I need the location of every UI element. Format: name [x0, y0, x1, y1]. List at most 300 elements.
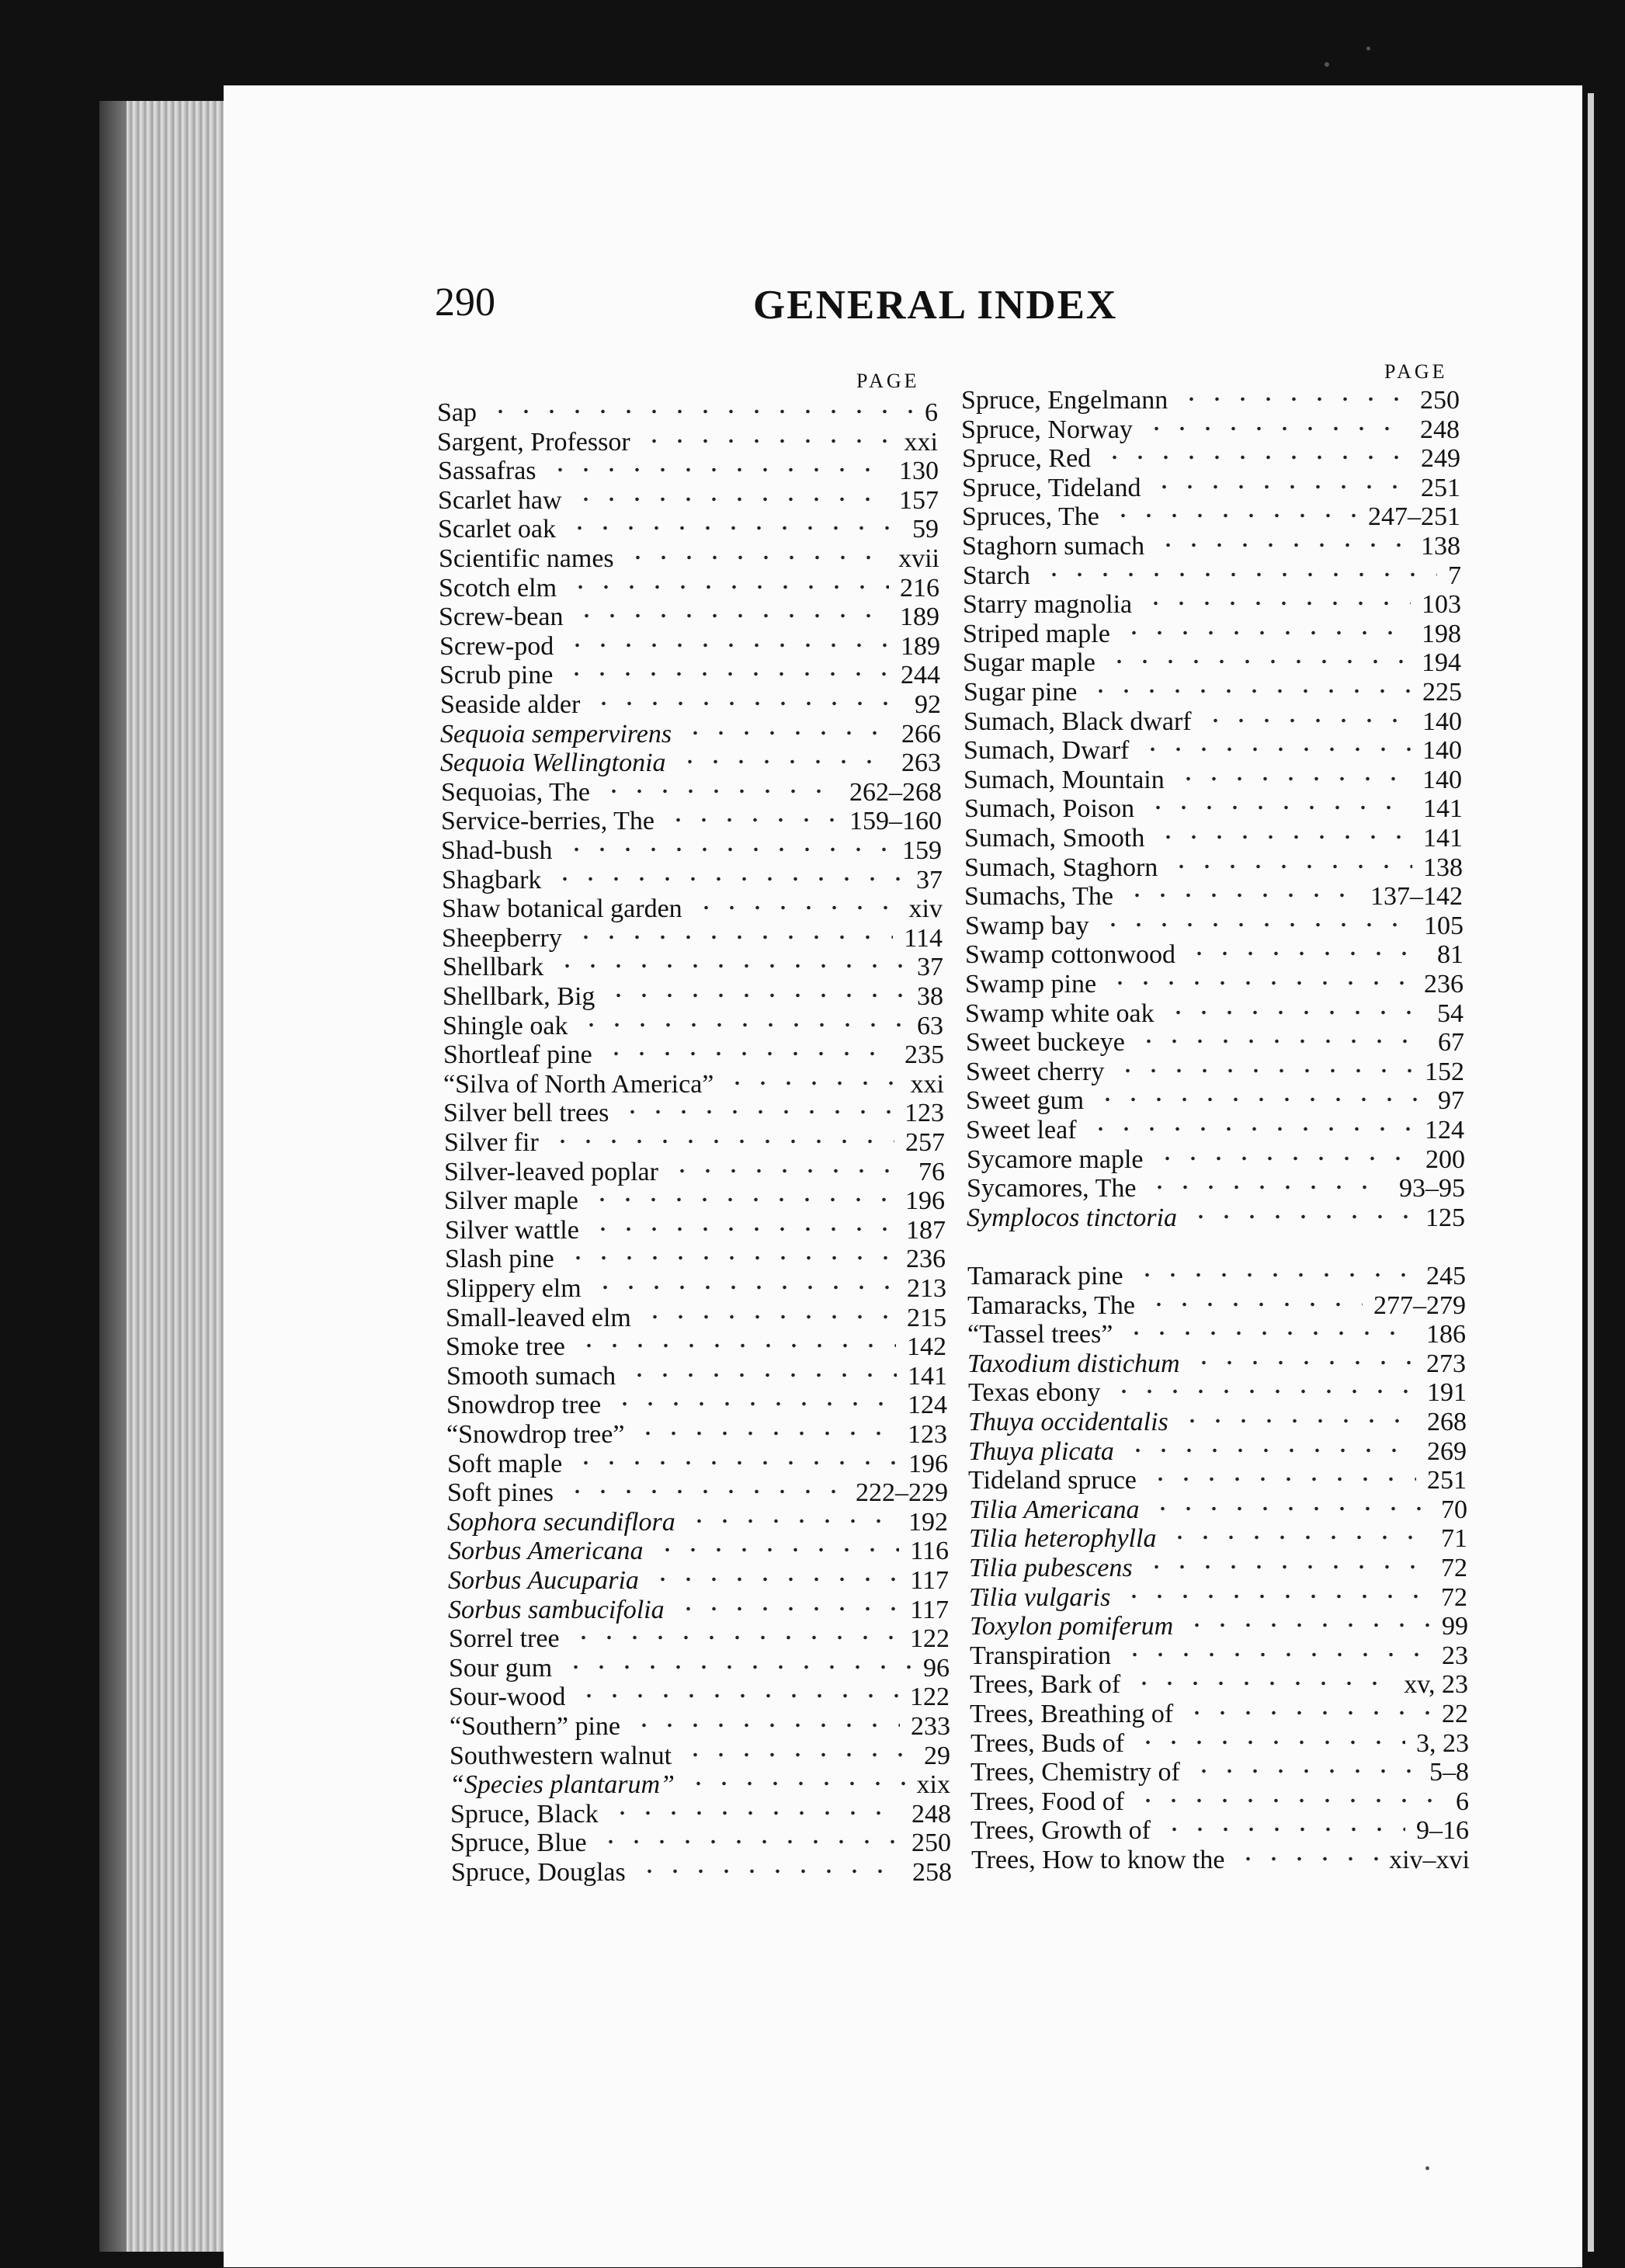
index-entry [446, 1274, 946, 1303]
index-page-ref: 141 [1423, 794, 1463, 824]
index-entry [443, 982, 943, 1011]
leader-dots [576, 1343, 896, 1348]
index-entry [451, 1858, 952, 1887]
leader-dots [1110, 513, 1357, 518]
index-term: Sumach, Smooth [964, 824, 1145, 853]
leader-dots [1125, 1448, 1416, 1453]
leader-dots [1161, 1827, 1405, 1832]
leader-dots [620, 1110, 894, 1114]
leader-dots [603, 1051, 894, 1056]
index-page-ref: 266 [901, 719, 941, 748]
leader-dots [488, 409, 914, 414]
index-entry [964, 766, 1462, 794]
index-term: “Tassel trees” [967, 1320, 1113, 1349]
index-entry [446, 1362, 947, 1391]
index-term: Soft pines [447, 1478, 554, 1508]
index-term: Southwestern walnut [450, 1741, 672, 1770]
index-term: “Southern” pine [450, 1712, 620, 1741]
leader-dots [625, 555, 887, 560]
leader-dots [589, 1197, 894, 1202]
index-page-ref: 245 [1426, 1262, 1466, 1290]
index-term: Silver-leaved poplar [444, 1157, 658, 1186]
index-term: Silver fir [444, 1128, 539, 1157]
index-term: Spruce, Blue [450, 1829, 587, 1858]
index-entry [970, 1758, 1469, 1787]
index-entry [450, 1829, 951, 1857]
index-term: Sequoias, The [441, 777, 591, 807]
index-page-ref: 114 [904, 923, 943, 953]
index-term: “Snowdrop tree” [446, 1420, 625, 1449]
index-page-ref: 192 [908, 1507, 948, 1537]
index-entry [443, 1040, 944, 1069]
leader-dots [1100, 922, 1413, 927]
index-entry [963, 590, 1461, 619]
index-term: Trees, How to know the [971, 1846, 1225, 1874]
index-page-ref: 141 [908, 1361, 947, 1391]
leader-dots [1135, 1740, 1405, 1745]
index-page-ref: 97 [1438, 1086, 1464, 1116]
index-page-ref: 233 [911, 1712, 950, 1741]
index-term: Sumach, Mountain [964, 765, 1165, 794]
leader-dots [547, 467, 888, 472]
index-page-ref: 258 [912, 1858, 952, 1887]
index-page-ref: 186 [1426, 1320, 1466, 1349]
leader-dots [1111, 1389, 1416, 1394]
index-entry [964, 678, 1462, 707]
leader-dots [574, 613, 889, 618]
index-page-ref: 140 [1422, 707, 1462, 736]
index-term: Scrub pine [439, 661, 554, 690]
leader-dots [1041, 572, 1437, 577]
index-term: Smooth sumach [446, 1361, 616, 1391]
index-term: Shad-bush [441, 836, 553, 865]
index-term: Sequoia Wellingtonia [440, 748, 666, 778]
index-page-ref: 99 [1442, 1612, 1468, 1641]
index-term: Sargent, Professor [437, 427, 630, 457]
index-page-ref: 247–251 [1368, 502, 1460, 532]
index-term: Spruce, Douglas [451, 1858, 626, 1887]
book-spine-shadow [99, 101, 127, 2252]
index-page-ref: 9–16 [1416, 1816, 1469, 1846]
index-entry [443, 1012, 943, 1040]
index-term: Swamp white oak [965, 999, 1155, 1028]
index-term: Shellbark, Big [443, 982, 595, 1011]
index-entry [962, 532, 1460, 561]
index-entry [970, 1670, 1468, 1699]
index-entry [970, 1816, 1469, 1845]
index-entry [967, 1349, 1466, 1378]
index-entry [441, 778, 942, 807]
index-page-ref: xvii [898, 544, 939, 573]
index-page-ref: 277–279 [1373, 1290, 1466, 1320]
index-entry [964, 707, 1462, 736]
index-term: Starry magnolia [963, 590, 1133, 620]
leader-dots [686, 1519, 898, 1523]
index-entry [967, 1291, 1466, 1320]
index-term: Trees, Buds of [970, 1728, 1125, 1758]
index-entry [965, 940, 1464, 969]
index-entry [439, 603, 939, 631]
index-entry [966, 1086, 1464, 1115]
leader-dots [564, 672, 890, 676]
index-term: Staghorn sumach [962, 532, 1145, 561]
index-entry [444, 1158, 945, 1186]
index-entry [444, 1186, 945, 1215]
index-term: Sycamores, The [967, 1174, 1137, 1203]
index-term: Striped maple [963, 619, 1110, 648]
leader-dots [1144, 426, 1409, 431]
leader-dots [1168, 864, 1412, 869]
leader-dots [724, 1081, 899, 1085]
index-entry [440, 720, 941, 748]
index-entry [968, 1466, 1467, 1495]
index-entry [964, 794, 1463, 823]
index-entry [964, 824, 1463, 853]
index-entry [437, 428, 938, 457]
leader-dots [1088, 1127, 1414, 1131]
index-page-ref: 130 [899, 457, 939, 486]
index-entry [968, 1437, 1467, 1466]
index-page-ref: xiv [908, 894, 943, 924]
index-entry [967, 1320, 1466, 1349]
index-term: Slash pine [445, 1245, 554, 1274]
index-term: Seaside alder [440, 690, 581, 719]
index-term: Tilia heterophylla [969, 1524, 1157, 1554]
index-term: Shingle oak [443, 1011, 568, 1040]
index-entry [443, 1099, 944, 1127]
index-page-ref: 59 [912, 515, 939, 544]
index-term: Spruce, Engelmann [961, 386, 1168, 415]
index-term: Trees, Growth of [970, 1816, 1151, 1846]
index-entry [963, 620, 1461, 648]
index-term: Screw-pod [439, 631, 554, 661]
leader-dots [563, 1665, 912, 1669]
leader-dots [1122, 1652, 1431, 1657]
leader-dots [650, 1577, 899, 1582]
index-page-ref: 189 [901, 631, 940, 661]
index-page-ref: 122 [910, 1683, 950, 1712]
index-page-ref: 122 [910, 1624, 950, 1654]
index-page-ref: 124 [1425, 1116, 1464, 1144]
page-number: 290 [435, 280, 495, 325]
index-entry [449, 1654, 950, 1683]
index-page-ref: 5–8 [1429, 1758, 1469, 1787]
leader-dots [573, 935, 893, 940]
index-term: Sumach, Poison [964, 794, 1135, 824]
index-entry [963, 648, 1461, 677]
leader-dots [627, 1373, 897, 1377]
leader-dots [1184, 1711, 1431, 1715]
leader-dots [1135, 1798, 1445, 1803]
index-entry [443, 953, 943, 981]
index-entry [967, 1203, 1465, 1232]
index-page-ref: 250 [911, 1829, 951, 1858]
index-entry [963, 561, 1461, 590]
index-page-ref: 196 [908, 1449, 948, 1478]
index-term: Starch [963, 561, 1030, 590]
index-entry [437, 398, 938, 427]
leader-dots [1167, 1535, 1430, 1540]
leader-dots [637, 1869, 901, 1874]
index-page-ref: 225 [1422, 678, 1462, 707]
index-term: Swamp bay [965, 911, 1089, 940]
leader-dots [1102, 455, 1410, 460]
index-entry [440, 690, 941, 719]
leader-dots [1148, 1477, 1416, 1481]
index-entry [962, 502, 1460, 531]
index-term: Spruce, Black [450, 1799, 599, 1829]
index-term: Sour gum [449, 1653, 553, 1683]
index-entry [448, 1566, 949, 1595]
leader-dots [1184, 1623, 1431, 1627]
index-page-ref: 251 [1421, 473, 1460, 502]
index-page-ref: 142 [907, 1332, 946, 1362]
index-page-ref: 194 [1422, 648, 1461, 678]
index-page-ref: 251 [1427, 1466, 1467, 1495]
index-page-ref: 63 [917, 1011, 943, 1040]
index-term: Swamp pine [965, 970, 1097, 999]
index-entry [966, 1058, 1464, 1086]
index-term: Spruces, The [962, 502, 1099, 532]
leader-dots [693, 905, 898, 910]
index-entry [447, 1478, 948, 1507]
index-page-ref: 250 [1420, 386, 1460, 415]
leader-dots [1144, 1565, 1430, 1569]
index-page-ref: 236 [906, 1245, 946, 1274]
leader-dots [1175, 776, 1411, 781]
index-term: Sweet cherry [966, 1057, 1105, 1086]
index-entry [968, 1378, 1467, 1407]
index-page-ref: 96 [923, 1653, 950, 1683]
index-term: Slippery elm [446, 1274, 582, 1303]
index-entry [446, 1420, 947, 1449]
index-term: “Species plantarum” [450, 1770, 675, 1800]
index-page-ref: 263 [901, 748, 941, 778]
index-term: Trees, Breathing of [970, 1700, 1174, 1728]
index-entry [450, 1742, 950, 1770]
leader-dots [642, 1315, 896, 1319]
index-page-ref: 159 [902, 836, 942, 865]
index-entry [450, 1712, 950, 1741]
leader-dots [609, 1811, 901, 1815]
index-entry [446, 1332, 946, 1361]
index-term: Sour-wood [449, 1683, 566, 1712]
leader-dots [564, 847, 891, 852]
index-entry [962, 474, 1460, 502]
index-term: Sumach, Staghorn [964, 853, 1158, 882]
index-term: Trees, Bark of [970, 1670, 1121, 1700]
index-page-ref: 262–268 [849, 777, 942, 807]
index-term: Sheepberry [442, 923, 562, 953]
index-entry [439, 574, 939, 603]
index-page-ref: 72 [1441, 1582, 1467, 1612]
index-entry [447, 1450, 948, 1478]
leader-dots [682, 1752, 913, 1757]
scan-speck [1366, 47, 1370, 50]
index-page-ref: 38 [917, 982, 943, 1011]
index-page-ref: 138 [1421, 532, 1460, 561]
index-entry [442, 894, 943, 923]
index-entry [441, 807, 942, 835]
index-entry [970, 1612, 1468, 1641]
index-page-ref: xiv–xvi [1389, 1846, 1470, 1874]
leader-dots [565, 1256, 895, 1260]
leader-dots [1131, 1681, 1393, 1686]
index-page-ref: 137–142 [1370, 882, 1463, 912]
index-entry [969, 1495, 1467, 1524]
leader-dots [1191, 1769, 1418, 1773]
index-page-ref: 140 [1422, 765, 1462, 794]
index-page-ref: 3, 23 [1416, 1728, 1469, 1758]
index-page-ref: 7 [1448, 561, 1461, 590]
index-page-ref: 124 [908, 1391, 947, 1420]
index-term: “Silva of North America” [443, 1069, 714, 1099]
index-term: Tideland spruce [968, 1466, 1137, 1495]
leader-dots [601, 789, 839, 794]
index-entry [970, 1787, 1469, 1816]
index-term: Scarlet oak [438, 515, 556, 544]
index-page-ref: 152 [1425, 1057, 1464, 1086]
index-page-ref: 37 [917, 953, 943, 982]
leader-dots [1235, 1856, 1378, 1861]
index-page-ref: 105 [1424, 911, 1464, 940]
index-page-ref: 141 [1423, 824, 1463, 853]
index-page-ref: 187 [906, 1215, 946, 1245]
index-entry [438, 486, 939, 515]
leader-dots [665, 818, 839, 822]
leader-dots [550, 1139, 894, 1144]
index-term: Transpiration [970, 1641, 1111, 1670]
index-entry [445, 1245, 946, 1273]
index-entry [966, 1116, 1464, 1144]
index-entry [967, 1232, 1465, 1261]
index-page-ref: 117 [910, 1595, 949, 1624]
leader-dots [1115, 1068, 1414, 1073]
leader-dots [1136, 1039, 1427, 1044]
leader-dots [1179, 1419, 1416, 1423]
index-entry [443, 1070, 944, 1099]
index-term: Spruce, Red [962, 444, 1092, 474]
leader-dots [631, 1723, 900, 1728]
index-entry [971, 1846, 1470, 1874]
index-term: Scotch elm [439, 573, 557, 603]
index-page-ref: 215 [907, 1303, 946, 1332]
index-page-ref: 125 [1425, 1203, 1465, 1232]
scan-speck [1425, 2166, 1429, 2170]
index-term: Sassafras [438, 457, 536, 486]
leader-dots [578, 1023, 906, 1027]
index-entry [448, 1596, 949, 1624]
index-term: Taxodium distichum [967, 1349, 1180, 1378]
index-page-ref: 72 [1441, 1554, 1467, 1582]
index-term: Spruce, Tideland [962, 473, 1141, 502]
index-page-ref: 244 [901, 661, 940, 690]
index-entry [964, 853, 1463, 882]
leader-dots [591, 701, 904, 706]
leader-dots [573, 497, 888, 502]
leader-dots [1155, 1156, 1415, 1161]
index-term: Shaw botanical garden [442, 894, 682, 924]
index-page-ref: 103 [1422, 590, 1461, 620]
leader-dots [612, 1401, 897, 1406]
leader-dots [1107, 981, 1413, 985]
index-page-ref: 249 [1421, 444, 1460, 474]
index-entry [445, 1216, 946, 1245]
index-page-ref: xxi [904, 427, 938, 457]
leader-dots [1121, 630, 1411, 635]
index-term: Sugar maple [963, 648, 1095, 678]
index-term: Soft maple [447, 1449, 563, 1478]
index-term: Trees, Chemistry of [970, 1758, 1180, 1787]
index-entry [965, 970, 1464, 999]
index-entry [450, 1770, 950, 1799]
index-page-ref: xv, 23 [1404, 1670, 1468, 1700]
leader-dots [1143, 601, 1411, 606]
leader-dots [567, 526, 901, 530]
leader-dots [564, 643, 890, 648]
leader-dots [598, 1839, 901, 1844]
index-page-ref: 93–95 [1399, 1174, 1465, 1203]
index-term: Thuya plicata [968, 1436, 1114, 1466]
leader-dots [669, 1169, 908, 1173]
leader-dots [1095, 1097, 1427, 1102]
index-term: Sorbus sambucifolia [448, 1595, 665, 1624]
leader-dots [568, 585, 889, 589]
index-page-ref: 76 [918, 1157, 945, 1186]
index-entry [447, 1508, 948, 1537]
leader-dots [592, 1285, 896, 1290]
index-page-ref: 268 [1427, 1408, 1467, 1436]
leader-dots [606, 993, 906, 998]
index-page-ref: 157 [899, 485, 939, 515]
index-term: Service-berries, The [441, 807, 655, 836]
index-page-ref: 81 [1437, 940, 1464, 970]
leader-dots [571, 1635, 899, 1640]
index-entry [449, 1624, 950, 1653]
index-entry [961, 386, 1460, 415]
leader-dots [1121, 1594, 1430, 1599]
leader-dots [1155, 543, 1410, 547]
index-term: Shortleaf pine [443, 1040, 592, 1070]
index-page-ref: 29 [924, 1741, 950, 1770]
index-page-ref: 92 [915, 690, 941, 719]
index-page-ref: 198 [1422, 619, 1461, 648]
leader-dots [590, 1227, 895, 1231]
index-term: Small-leaved elm [446, 1303, 631, 1332]
index-page-ref: 37 [916, 865, 943, 894]
index-term: Tamaracks, The [967, 1290, 1136, 1320]
leader-dots [1203, 718, 1411, 723]
index-term: Silver maple [444, 1186, 578, 1216]
index-term: Silver bell trees [443, 1099, 609, 1128]
index-page-ref: 67 [1438, 1028, 1464, 1058]
index-page-ref: 216 [900, 573, 939, 603]
leader-dots [682, 731, 891, 735]
right-column-page-header: PAGE [1384, 360, 1448, 383]
leader-dots [1124, 893, 1359, 898]
index-entry [967, 1145, 1465, 1174]
index-entry [969, 1554, 1467, 1582]
index-entry [968, 1408, 1467, 1436]
index-page-ref: 54 [1437, 999, 1464, 1028]
index-term: Sweet buckeye [966, 1028, 1125, 1058]
index-term: Tilia vulgaris [969, 1582, 1111, 1612]
index-entry [450, 1800, 951, 1829]
leader-dots [1150, 1506, 1430, 1511]
index-entry [442, 866, 943, 894]
index-entry [442, 924, 943, 953]
right-page-edge [1588, 93, 1594, 2252]
